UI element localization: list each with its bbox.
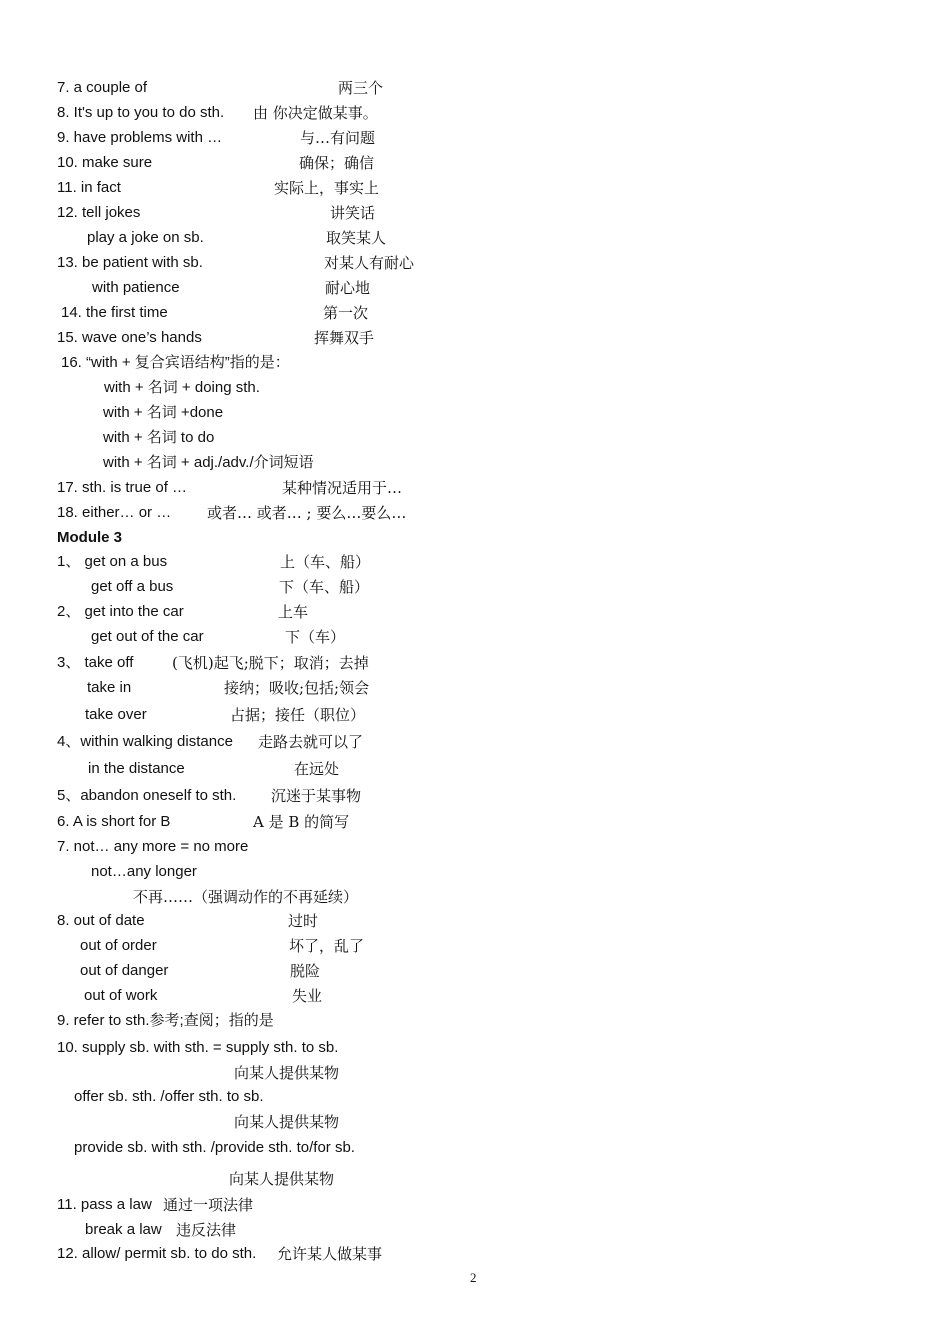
- entry-8-en: 8. It's up to you to do sth.: [57, 104, 225, 121]
- m3-entry-9-en: 9. refer to sth.参考;查阅；指的是: [57, 1012, 274, 1029]
- entry-12-cn: 讲笑话: [330, 204, 376, 222]
- m3-entry-4b-en: in the distance: [88, 760, 185, 777]
- m3-entry-7b-en: not…any longer: [91, 863, 197, 880]
- entry-9-cn: 与…有问题: [300, 129, 376, 147]
- page-number: 2: [470, 1270, 477, 1285]
- m3-entry-1-cn: 上（车、船）: [280, 553, 371, 571]
- entry-16c-en: with + 名词 to do: [103, 429, 215, 446]
- m3-entry-3b-en: take in: [87, 679, 132, 696]
- m3-entry-8b-cn: 坏了，乱了: [289, 937, 365, 955]
- m3-entry-10c-cn: 向某人提供某物: [229, 1170, 335, 1188]
- m3-entry-10c-en: provide sb. with sth. /provide sth. to/for sb.: [74, 1139, 355, 1156]
- m3-entry-12-en: 12. allow/ permit sb. to do sth.: [57, 1245, 257, 1262]
- entry-13-en: 13. be patient with sb.: [57, 254, 203, 271]
- m3-entry-2-en: 2、 get into the car: [57, 603, 184, 620]
- m3-entry-8c-en: out of danger: [80, 962, 169, 979]
- m3-entry-4-en: 4、within walking distance: [57, 733, 233, 750]
- m3-entry-11-cn: 通过一项法律: [163, 1196, 254, 1214]
- entry-16d-en: with + 名词 + adj./adv./介词短语: [103, 454, 314, 471]
- m3-entry-3b-cn: 接纳；吸收;包括;领会: [224, 679, 370, 697]
- entry-10-cn: 确保；确信: [299, 154, 375, 172]
- m3-entry-2b-en: get out of the car: [91, 628, 204, 645]
- entry-16-en: 16. “with + 复合宾语结构”指的是：: [61, 354, 290, 371]
- m3-entry-5-cn: 沉迷于某事物: [271, 787, 362, 805]
- m3-entry-1b-cn: 下（车、船）: [279, 578, 370, 596]
- entry-15-en: 15. wave one’s hands: [57, 329, 202, 346]
- entry-7-en: 7. a couple of: [57, 79, 148, 96]
- entry-16b-en: with + 名词 +done: [103, 404, 224, 421]
- module-heading: Module 3: [57, 529, 123, 546]
- entry-11-en: 11. in fact: [57, 179, 121, 196]
- m3-entry-1b-en: get off a bus: [91, 578, 174, 595]
- entry-13b-en: with patience: [92, 279, 180, 296]
- entry-7-cn: 两三个: [338, 79, 384, 97]
- m3-entry-3-cn: (飞机)起飞;脱下；取消；去掉: [172, 654, 369, 672]
- m3-entry-2b-cn: 下（车）: [285, 628, 346, 646]
- m3-entry-3c-en: take over: [85, 706, 147, 723]
- m3-entry-3-en: 3、 take off: [57, 654, 134, 671]
- m3-entry-11-en: 11. pass a law: [57, 1196, 152, 1213]
- entry-9-en: 9. have problems with …: [57, 129, 223, 146]
- m3-entry-3c-cn: 占据；接任（职位）: [230, 706, 366, 724]
- m3-entry-1-en: 1、 get on a bus: [57, 553, 168, 570]
- entry-17-en: 17. sth. is true of …: [57, 479, 188, 496]
- m3-entry-8c-cn: 脱险: [290, 962, 321, 980]
- entry-8-cn: 由 你决定做某事。: [253, 104, 378, 122]
- m3-entry-4-cn: 走路去就可以了: [258, 733, 364, 751]
- entry-14-en: 14. the first time: [61, 304, 168, 321]
- entry-12b-cn: 取笑某人: [326, 229, 387, 247]
- m3-entry-8-cn: 过时: [288, 912, 319, 930]
- entry-12-en: 12. tell jokes: [57, 204, 141, 221]
- entry-17-cn: 某种情况适用于…: [282, 479, 403, 497]
- m3-entry-11b-cn: 违反法律: [176, 1221, 237, 1239]
- m3-entry-8-en: 8. out of date: [57, 912, 145, 929]
- m3-entry-7c-cn: 不再……（强调动作的不再延续）: [133, 888, 359, 906]
- m3-entry-8b-en: out of order: [80, 937, 157, 954]
- entry-12b-en: play a joke on sb.: [87, 229, 204, 246]
- m3-entry-6-cn: A 是 B 的简写: [253, 813, 350, 831]
- entry-13b-cn: 耐心地: [325, 279, 371, 297]
- m3-entry-7-en: 7. not… any more = no more: [57, 838, 249, 855]
- entry-18-en: 18. either… or …: [57, 504, 172, 521]
- entry-11-cn: 实际上，事实上: [274, 179, 380, 197]
- m3-entry-10b-cn: 向某人提供某物: [234, 1113, 340, 1131]
- entry-13-cn: 对某人有耐心: [324, 254, 415, 272]
- entry-18-cn: 或者… 或者… ; 要么…要么…: [207, 504, 407, 522]
- m3-entry-10b-en: offer sb. sth. /offer sth. to sb.: [74, 1088, 264, 1105]
- m3-entry-12-cn: 允许某人做某事: [277, 1245, 383, 1263]
- m3-entry-8d-cn: 失业: [292, 987, 323, 1005]
- m3-entry-10-en: 10. supply sb. with sth. = supply sth. to sb.: [57, 1039, 339, 1056]
- m3-entry-11b-en: break a law: [85, 1221, 162, 1238]
- m3-entry-5-en: 5、abandon oneself to sth.: [57, 787, 237, 804]
- m3-entry-10-cn: 向某人提供某物: [234, 1064, 340, 1082]
- entry-16a-en: with + 名词 + doing sth.: [104, 379, 260, 396]
- entry-15-cn: 挥舞双手: [314, 329, 375, 347]
- m3-entry-2-cn: 上车: [278, 603, 309, 621]
- entry-10-en: 10. make sure: [57, 154, 153, 171]
- m3-entry-4b-cn: 在远处: [294, 760, 340, 778]
- m3-entry-8d-en: out of work: [84, 987, 158, 1004]
- m3-entry-6-en: 6. A is short for B: [57, 813, 171, 830]
- entry-14-cn: 第一次: [323, 304, 369, 322]
